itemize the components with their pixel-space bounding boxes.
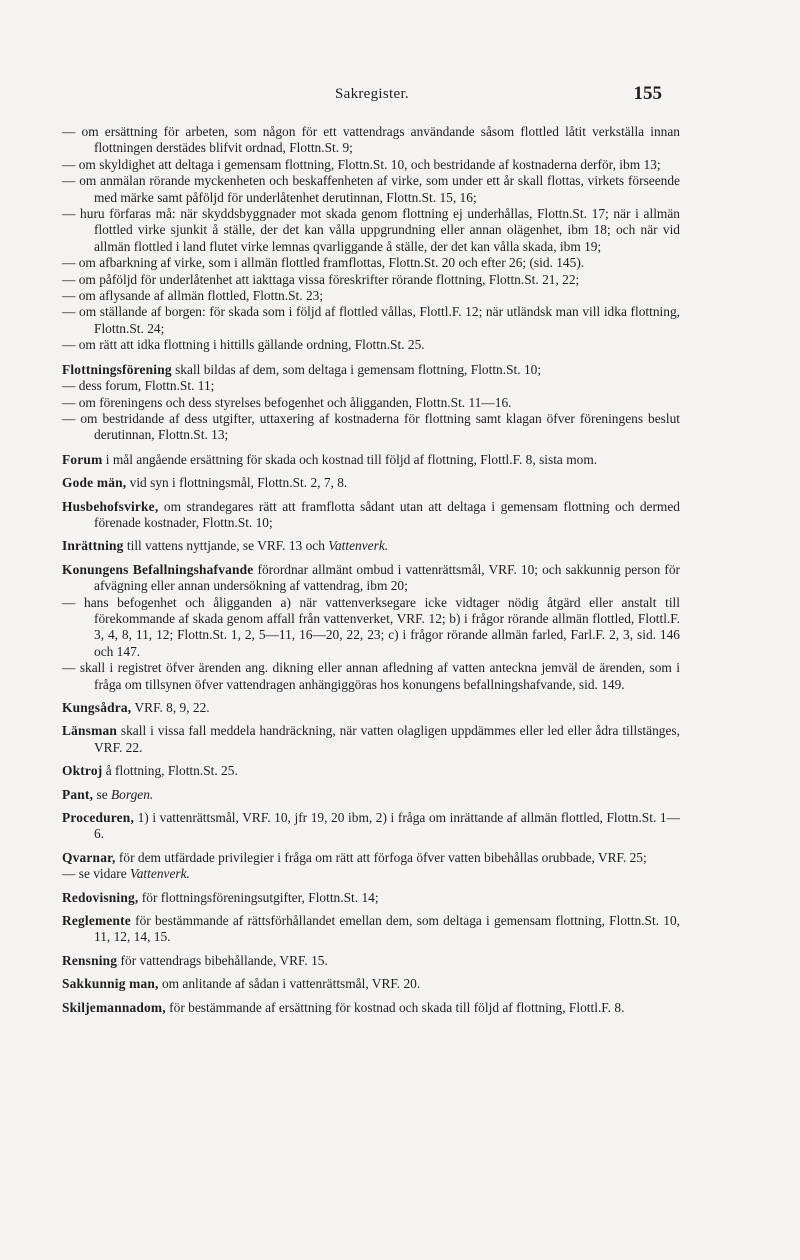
subentry: — om föreningens och dess styrelses befogenhet och åligganden, Flottn.St. 11—16.: [62, 394, 512, 410]
see-also-prefix: — se vidare: [62, 866, 131, 882]
entry-text: för bestämmande af ersättning för kostnad och skada till följd af flottning, Flottl.F. 8.: [165, 999, 625, 1015]
index-entry: [62, 723, 680, 756]
entry-text: för flottningsföreningsutgifter, Flottn.St. 14;: [138, 889, 379, 905]
entry-text: skall i vissa fall meddela handräckning, när vatten olagligen uppdämmes eller led eller ådra tillstänges, VRF. 22.: [94, 723, 680, 755]
cross-reference: Vattenverk.: [130, 866, 190, 882]
headword: Oktroj: [62, 763, 103, 779]
entry-text: om anlitande af sådan i vattenrättsmål, VRF. 20.: [158, 976, 421, 992]
subentry: — om afbarkning af virke, som i allmän flottled framflottas, Flottn.St. 20 och efter 26; (sid. 145).: [62, 255, 585, 271]
subentry: — skall i registret öfver ärenden ang. dikning eller annan afledning af vatten anteckna jemväl de ärenden, som i fråga om tillsynen öfver vattendragen anhängiggöras hos konungens befallningshafvande, sid. 149.: [62, 660, 680, 692]
index-entry: [62, 1000, 680, 1016]
cross-reference: Borgen.: [111, 786, 154, 802]
headword: Skiljemannadom,: [62, 999, 166, 1015]
index-entry: [62, 810, 680, 843]
entry-text: för dem utfärdade privilegier i fråga om rätt att förfoga öfver vatten bibehållas orubbade, VRF. 25;: [115, 849, 647, 865]
index-entry: [62, 499, 680, 532]
entry-text: till vattens nyttjande, se VRF. 13 och: [123, 538, 329, 554]
headword: Rensning: [62, 952, 118, 968]
index-entry: [62, 362, 680, 444]
entry-text: förordnar allmänt ombud i vattenrättsmål, VRF. 10; och sakkunnig person för afvägning eller annan undersökning af vattendrag, ibm 20;: [94, 561, 680, 594]
index-entry: [62, 452, 680, 468]
entry-text: se: [93, 786, 111, 802]
running-head: [62, 83, 682, 112]
index-entry: [62, 700, 680, 716]
entry-main: [62, 562, 680, 595]
subentry: — huru förfaras må: när skyddsbyggnader mot skada genom flottning ej underhållas, Flottn.St. 17; när i allmän flottled virke sjunkit å ställe, der det kan vålla uppgrundning eller annan olägenhet, ibm 18; och när vid allmän flottled i land flutet virke lemnas qvarliggande å ställe, der det kan vålla skada, ibm 19;: [62, 206, 680, 254]
headword: Forum: [62, 451, 103, 467]
entry-text: vid syn i flottningsmål, Flottn.St. 2, 7, 8.: [126, 475, 348, 491]
headword: Reglemente: [62, 913, 131, 929]
headword: Qvarnar,: [62, 849, 116, 865]
entry-text: för vattendrags bibehållande, VRF. 15.: [117, 952, 328, 968]
entry-text: i mål angående ersättning för skada och kostnad till följd af flottning, Flottl.F. 8, sista mom.: [102, 451, 598, 467]
headword: Konungens Befallningshafvande: [62, 561, 254, 577]
entry-text: 1) i vattenrättsmål, VRF. 10, jfr 19, 20 ibm, 2) i fråga om inrättande af allmän flottled, Flottn.St. 1—6.: [94, 810, 680, 842]
subentry: — om skyldighet att deltaga i gemensam flottning, Flottn.St. 10, och bestridande af kostnaderna derför, ibm 13;: [62, 156, 661, 172]
subentry: — om bestridande af dess utgifter, uttaxering af kostnaderna för flottning samt klagan öfver föreningens beslut derutinnan, Flottn.St. 13;: [62, 410, 680, 443]
headword: Husbehofsvirke,: [62, 498, 159, 514]
index-entry: [62, 562, 680, 693]
cross-reference: Vattenverk.: [328, 538, 389, 554]
index-entry: [62, 890, 680, 906]
index-content: [62, 124, 680, 1023]
headword: Redovisning,: [62, 889, 139, 905]
page-number: 155: [633, 83, 662, 104]
headword: Inrättning: [62, 538, 124, 554]
entry-main: [62, 362, 680, 378]
see-also: [62, 866, 680, 882]
headword: Proceduren,: [62, 810, 134, 826]
index-entry: [62, 763, 680, 779]
index-entry: [62, 538, 680, 554]
index-entry: [62, 475, 680, 491]
subentry: — dess forum, Flottn.St. 11;: [62, 378, 215, 394]
index-entry: [62, 787, 680, 803]
entry-text: VRF. 8, 9, 22.: [131, 700, 210, 715]
entry-text: för bestämmande af rättsförhållandet emellan dem, som deltaga i gemensam flottning, Flottn.St. 10, 11, 12, 14, 15.: [94, 913, 680, 945]
subentry: — om ställande af borgen: för skada som i följd af flottled vållas, Flottl.F. 12; när utländsk man vill idka flottning, Flottn.St. 24;: [62, 304, 680, 336]
headword: Sakkunnig man,: [62, 976, 159, 992]
headword: Länsman: [62, 723, 117, 739]
index-entry: [62, 913, 680, 946]
index-entry: [62, 953, 680, 969]
subentry: — om anmälan rörande myckenheten och beskaffenheten af virke, som under ett år skall flottas, virkets förseende med märke samt påföljd för underlåtenhet derutinnan, Flottn.St. 15, 16;: [62, 173, 680, 205]
subentry: — om ersättning för arbeten, som någon för ett vattendrags användande såsom flottled låtit verkställa innan flottningen derstädes blifvit ordnad, Flottn.St. 9;: [62, 124, 680, 156]
subentry: — om rätt att idka flottning i hittills gällande ordning, Flottn.St. 25.: [62, 337, 425, 353]
entry-text: om strandegares rätt att framflotta sådant utan att deltaga i gemensam flottning och dermed förenade kostnader, Flottn.St. 10;: [94, 498, 680, 530]
headword: Flottningsförening: [62, 361, 172, 377]
intro-subentries: [62, 124, 680, 354]
running-title: Sakregister.: [334, 86, 409, 102]
headword: Gode män,: [62, 475, 127, 491]
entry-text: skall bildas af dem, som deltaga i gemensam flottning, Flottn.St. 10;: [171, 361, 542, 377]
entry-text: å flottning, Flottn.St. 25.: [102, 763, 238, 779]
subentry: — om aflysande af allmän flottled, Flottn.St. 23;: [62, 288, 324, 304]
subentry: — om påföljd för underlåtenhet att iakttaga vissa föreskrifter rörande flottning, Flottn.St. 21, 22;: [62, 271, 580, 287]
headword: Pant,: [62, 786, 94, 802]
entry-main: [62, 850, 680, 866]
index-entry: [62, 850, 680, 883]
subentry: — hans befogenhet och åligganden a) när vattenverksegare icke vidtager nödig åtgärd eller anstalt till förekommande af skada genom affall från vattenverket, VRF. 12; b) i frågor rörande allmän flottled, Flottl.F. 3, 4, 8, 11, 12; Flottn.St. 1, 2, 5—11, 16—20, 22, 23; c) i frågor rörande allmän farled, Farl.F. 2, 3, sid. 146 och 147.: [62, 594, 680, 659]
headword: Kungsådra,: [62, 700, 132, 715]
index-entry: [62, 976, 680, 992]
